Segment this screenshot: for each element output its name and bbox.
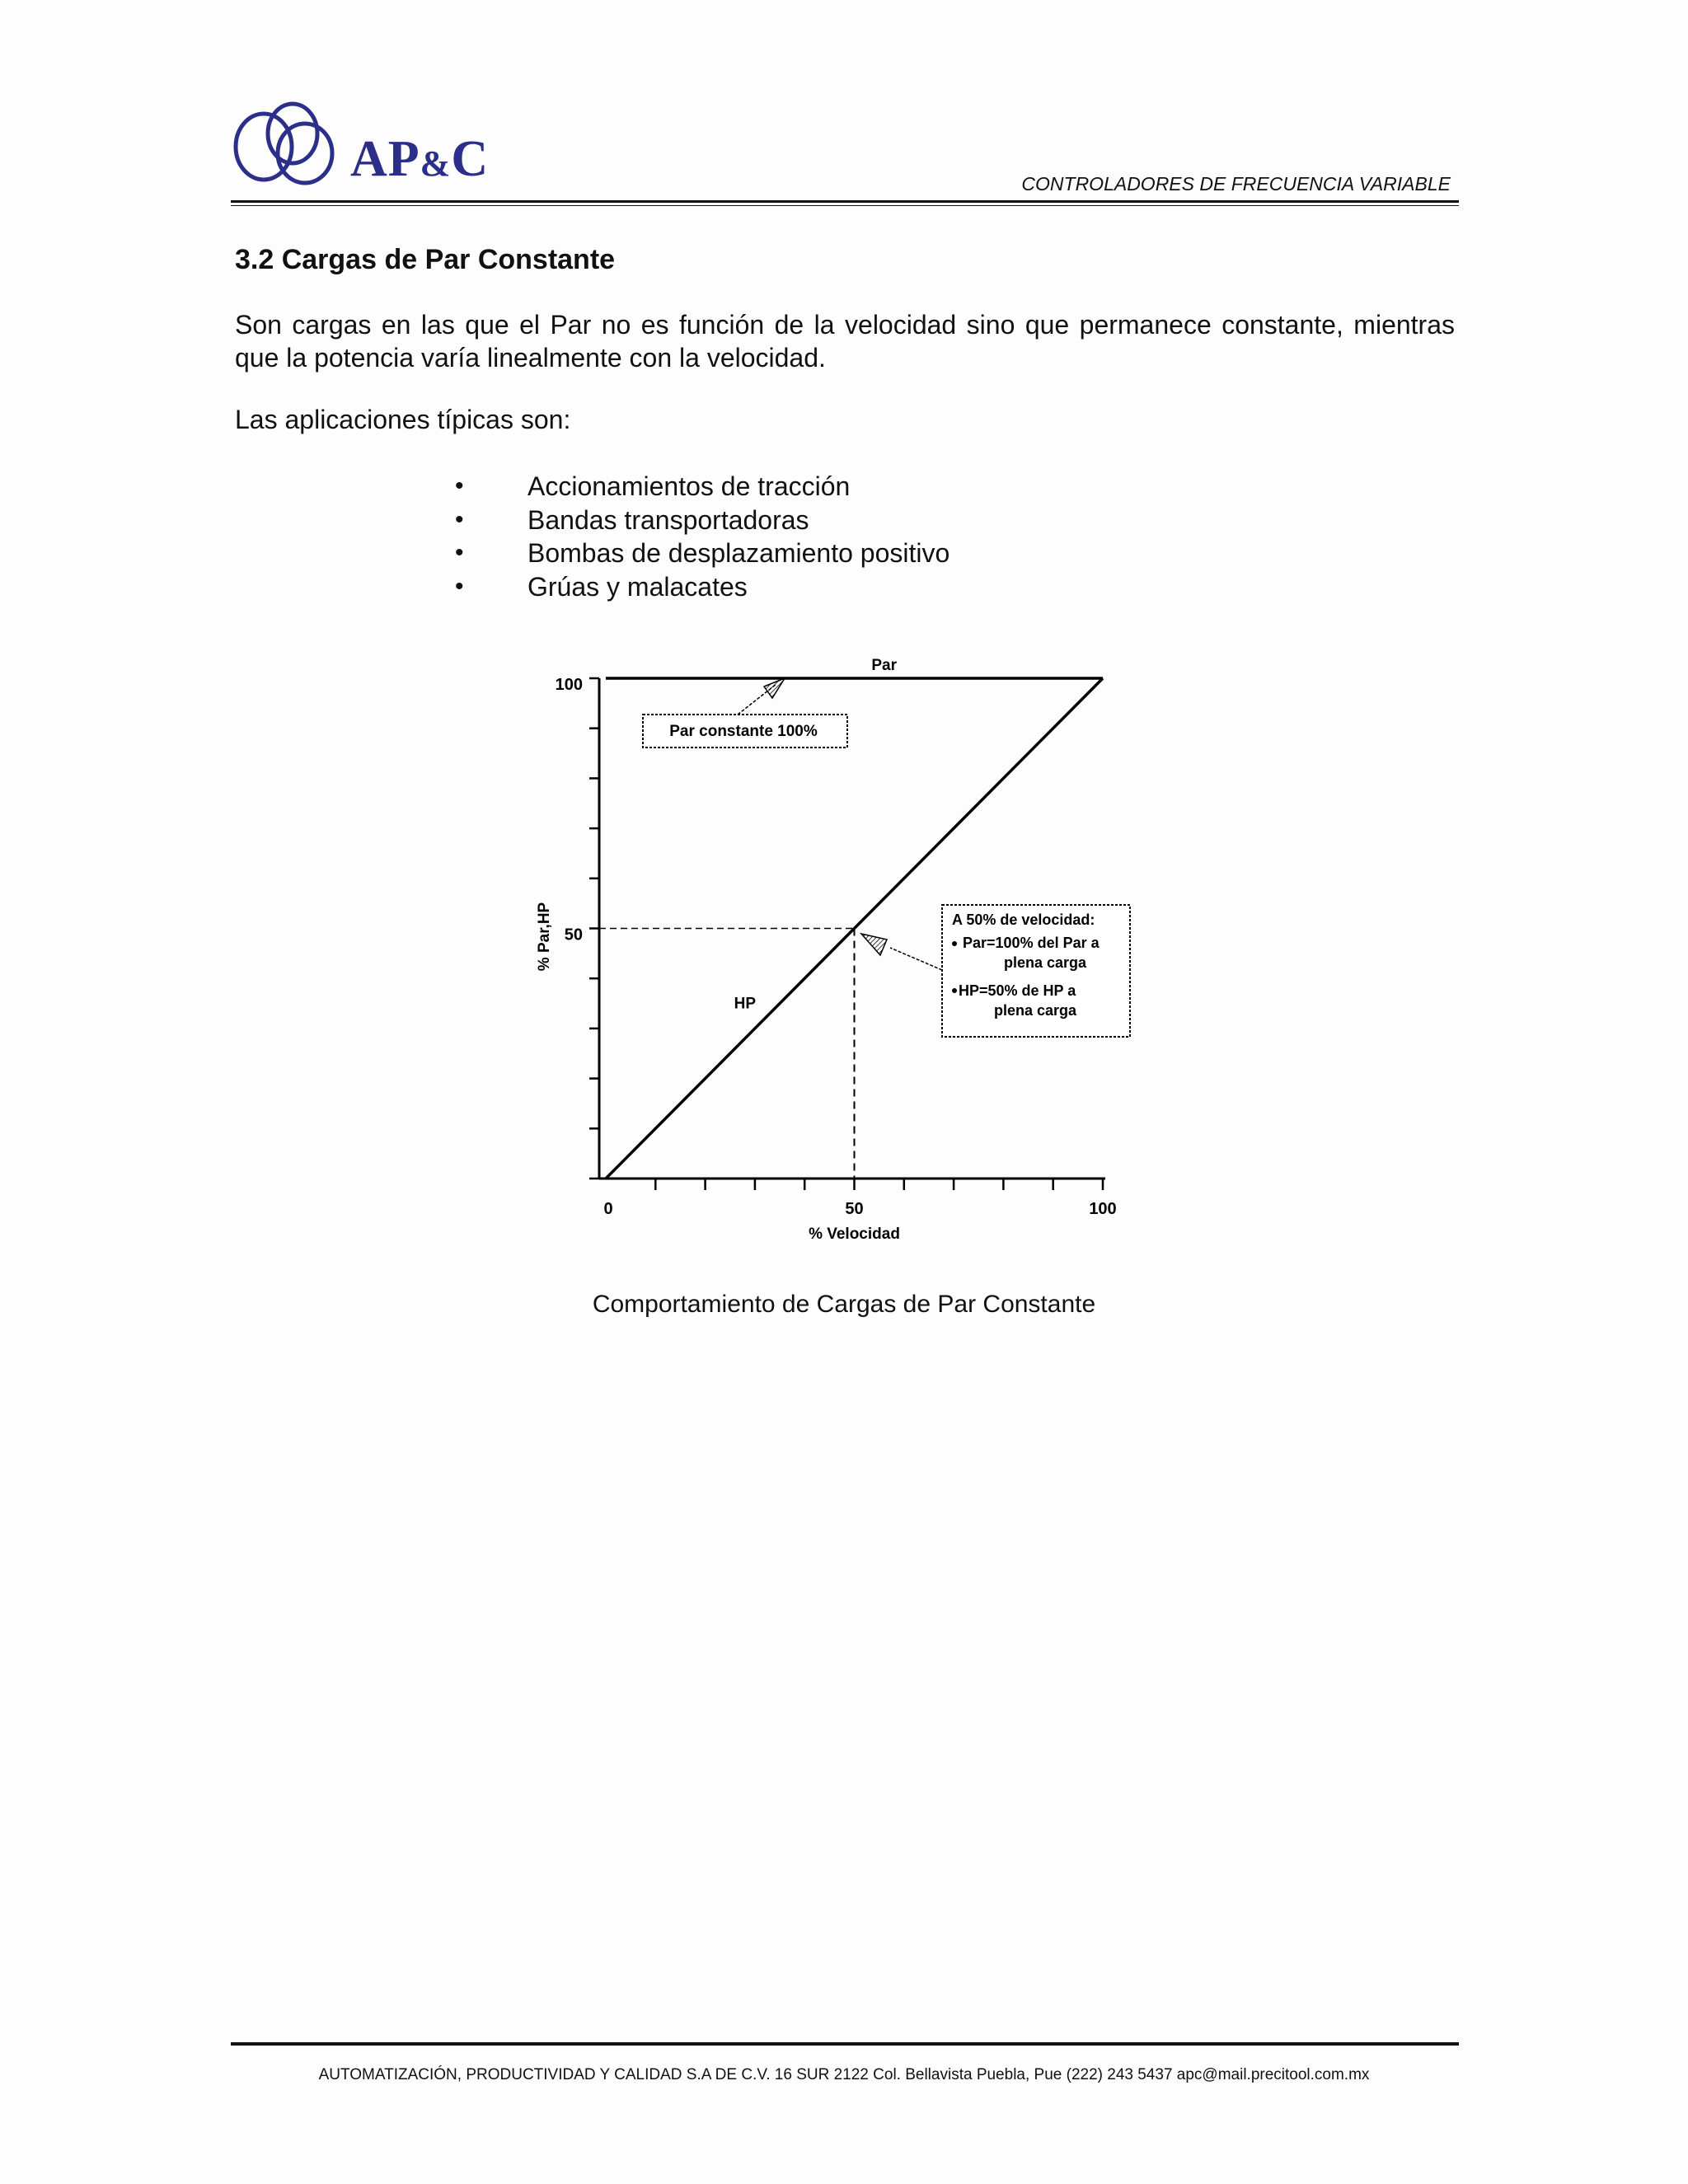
series-label-par: Par <box>871 657 898 674</box>
x-tick-label: 100 <box>1089 1200 1117 1218</box>
header-rule <box>231 200 1459 203</box>
page-header <box>231 99 1459 206</box>
y-tick-label: 50 <box>564 926 583 944</box>
torque-speed-chart <box>528 647 1154 1257</box>
bullet-dot <box>952 988 957 993</box>
info-line-2: plena carga <box>1004 954 1087 971</box>
info-line-1: Par=100% del Par a <box>963 935 1100 951</box>
x-axis-label: % Velocidad <box>809 1226 900 1243</box>
logo-wordmark: AP&C <box>350 131 490 187</box>
section-title: 3.2 Cargas de Par Constante <box>235 244 616 275</box>
company-logo <box>231 99 503 190</box>
y-axis-label: % Par,HP <box>536 902 553 972</box>
series-label-hp: HP <box>734 995 757 1013</box>
figure-caption: Comportamiento de Cargas de Par Constante <box>592 1291 1096 1318</box>
par-constant-label: Par constante 100% <box>669 723 818 740</box>
par-arrow-head <box>764 678 785 698</box>
bullet-dot <box>952 941 957 946</box>
info-title: A 50% de velocidad: <box>952 912 1095 928</box>
y-tick-label: 100 <box>555 676 583 694</box>
x-tick-label: 0 <box>603 1200 613 1218</box>
x-tick-label: 50 <box>845 1200 864 1218</box>
info-arrow-line <box>890 948 942 970</box>
footer-contact-info: AUTOMATIZACIÓN, PRODUCTIVIDAD Y CALIDAD S.A DE C.V. 16 SUR 2122 Col. Bellavista Puebla, Pue (222) 243 5437 apc@mail.precitool.com.mx <box>318 2066 1370 2083</box>
applications-list <box>453 470 950 603</box>
chart-svg <box>528 647 1154 1257</box>
list-item: • Grúas y malacates <box>453 570 950 604</box>
info-arrow-head <box>861 934 887 955</box>
applications-intro: Las aplicaciones típicas son: <box>235 405 571 434</box>
document-header-title: CONTROLADORES DE FRECUENCIA VARIABLE <box>1021 173 1451 194</box>
list-item: • Bombas de desplazamiento positivo <box>453 537 950 570</box>
header-rule-thin <box>231 205 1459 206</box>
info-line-4: plena carga <box>994 1002 1077 1019</box>
body-paragraph: Son cargas en las que el Par no es función de la velocidad sino que permanece constante, mientras que la potencia varía linealmente con la velocidad. <box>235 310 1455 373</box>
footer-rule <box>231 2042 1459 2046</box>
info-line-3: HP=50% de HP a <box>959 982 1076 999</box>
rings-logo-icon <box>231 99 354 190</box>
list-item: • Bandas transportadoras <box>453 504 950 537</box>
list-item: • Accionamientos de tracción <box>453 470 950 504</box>
